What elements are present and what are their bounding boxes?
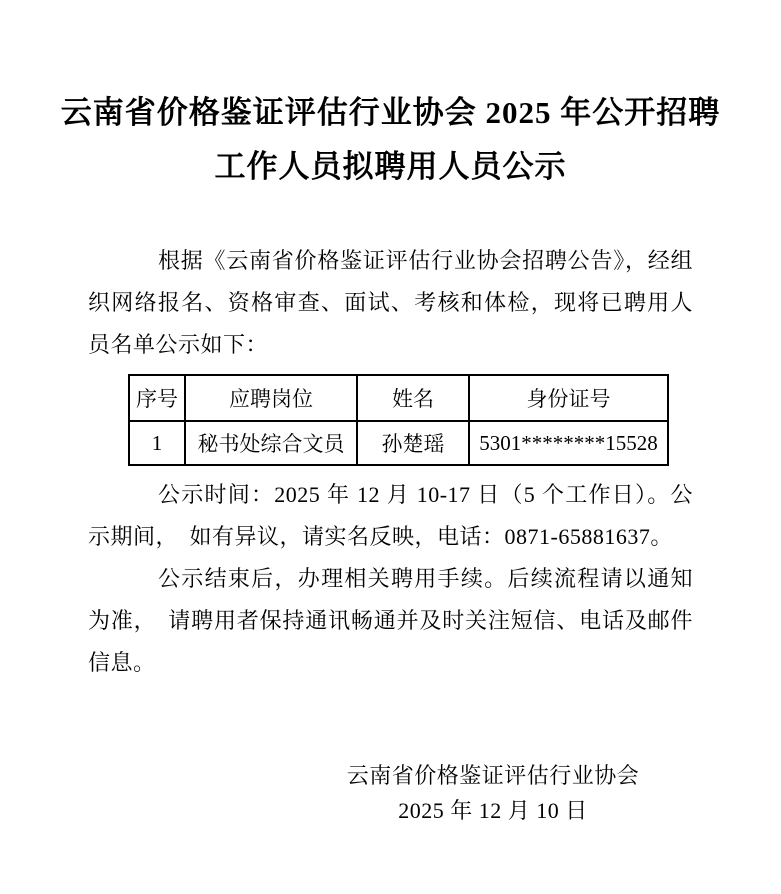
table-header-row — [129, 375, 668, 421]
header-cell-name: 姓名 — [357, 375, 469, 421]
title-line-2: 工作人员拟聘用人员公示 — [214, 149, 567, 184]
cell-id-number: 5301********15528 — [469, 421, 668, 465]
signature-organization: 云南省价格鉴证评估行业协会 — [346, 763, 640, 788]
cell-index: 1 — [129, 421, 185, 465]
document-body — [88, 240, 693, 684]
hired-personnel-table — [128, 374, 669, 466]
paragraph-notice-period: 公示时间：2025 年 12 月 10-17 日（5 个工作日）。公示期间， 如有异议，请实名反映，电话：0871-65881637。 — [88, 482, 693, 549]
document-title — [40, 86, 741, 194]
cell-name: 孙楚瑶 — [357, 421, 469, 465]
cell-position: 秘书处综合文员 — [185, 421, 357, 465]
signature-block — [342, 758, 644, 828]
header-cell-position: 应聘岗位 — [185, 375, 357, 421]
header-cell-id-number: 身份证号 — [469, 375, 668, 421]
paragraph-intro: 根据《云南省价格鉴证评估行业协会招聘公告》，经组织网络报名、资格审查、面试、考核和体检，现将已聘用人员名单公示如下： — [88, 248, 693, 357]
title-line-1: 云南省价格鉴证评估行业协会 2025 年公开招聘 — [60, 95, 721, 130]
paragraph-followup: 公示结束后，办理相关聘用手续。后续流程请以通知为准， 请聘用者保持通讯畅通并及时关注短信、电话及邮件信息。 — [88, 566, 693, 675]
table-row — [129, 421, 668, 465]
signature-date: 2025 年 12 月 10 日 — [398, 798, 588, 823]
header-cell-index: 序号 — [129, 375, 185, 421]
